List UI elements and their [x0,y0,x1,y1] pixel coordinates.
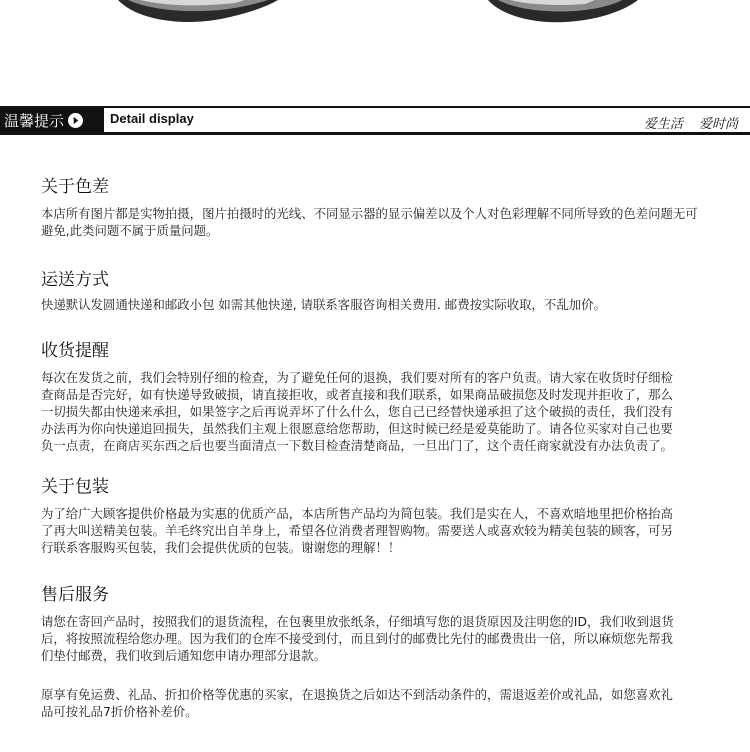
text-line: 负一点责，在商店买东西之后也要当面清点一下数目检查清楚商品，一旦出门了，这个责任商家就没有办法负责了。 [41,438,673,453]
section-title-after-sales: 售后服务 [41,585,109,605]
banner-top-rule [0,106,750,108]
slogan-love-life: 爱生活 [643,117,683,132]
notice-tag [0,108,104,132]
text-line: 后，将按照流程给您办理。因为我们的仓库不接受到付，而且到付的邮费比先付的邮费贵出一倍，所以麻烦您先帮我 [41,631,673,646]
text-line: 了再大叫送精美包装。羊毛终究出自羊身上，希望各位消费者理智购物。需要送人或喜欢较为精美包装的顾客，可另 [41,523,673,538]
section-text-promotion-returns [41,686,711,720]
text-line: 快递默认发圆通快递和邮政小包 如需其他快递, 请联系客服咨询相关费用. 邮费按实际收取，不乱加价。 [41,297,606,312]
text-line: 每次在发货之前，我们会特别仔细的检查，为了避免任何的退换，我们要对所有的客户负责。请大家在收货时仔细检 [41,370,673,385]
section-title-receiving: 收货提醒 [41,341,109,361]
section-title-shipping: 运送方式 [41,270,109,290]
section-text-shipping [41,296,711,313]
notice-tag-label: 温馨提示 [4,111,65,130]
text-line: 请您在寄回产品时，按照我们的退货流程，在包裹里放张纸条，仔细填写您的退货原因及注明您的ID，我们收到退货 [41,614,674,629]
text-line: 一切损失都由快递来承担，如果签字之后再说弄坏了什么什么，您自己已经替快递承担了这个破损的责任，我们没有 [41,404,673,419]
text-line: 们垫付邮费，我们收到后通知您申请办理部分退款。 [41,648,326,663]
detail-banner [0,106,750,134]
text-line: 查商品是否完好，如有快递导致破损，请直接拒收，或者直接和我们联系，如果商品破损您及时发现并拒收了，那么 [41,387,673,402]
product-photo-remnant [0,0,750,104]
play-arrow-icon [68,113,83,128]
text-line: 办法再为你向快递追回损失，虽然我们主观上很愿意给您帮助，但这时候已经是爱莫能助了。请各位买家对自己也要 [41,421,673,436]
text-line: 行联系客服购买包装，我们会提供优质的包装。谢谢您的理解！！ [41,540,401,555]
section-text-receiving [41,369,711,454]
slogan [632,113,738,132]
shoe-image [0,0,750,104]
section-text-color-difference [41,205,711,239]
section-text-after-sales [41,613,711,664]
section-text-packaging [41,505,711,556]
text-line: 品可按礼品7折价格补差价。 [41,704,198,719]
text-line: 避免,此类问题不属于质量问题。 [41,223,219,238]
slogan-love-fashion: 爱时尚 [698,117,738,132]
section-title-color-difference: 关于色差 [41,177,109,197]
text-line: 为了给广大顾客提供价格最为实惠的优质产品，本店所售产品均为简包装。我们是实在人，不喜欢暗地里把价格抬高 [41,506,673,521]
section-title-packaging: 关于包装 [41,477,109,497]
text-line: 原享有免运费、礼品、折扣价格等优惠的买家，在退换货之后如达不到活动条件的，需退返差价或礼品，如您喜欢礼 [41,687,673,702]
text-line: 本店所有图片都是实物拍摄，图片拍摄时的光线、不同显示器的显示偏差以及个人对色彩理解不同所导致的色差问题无可 [41,206,698,221]
detail-display-label: Detail display [110,111,194,126]
banner-bottom-rule [0,132,750,135]
